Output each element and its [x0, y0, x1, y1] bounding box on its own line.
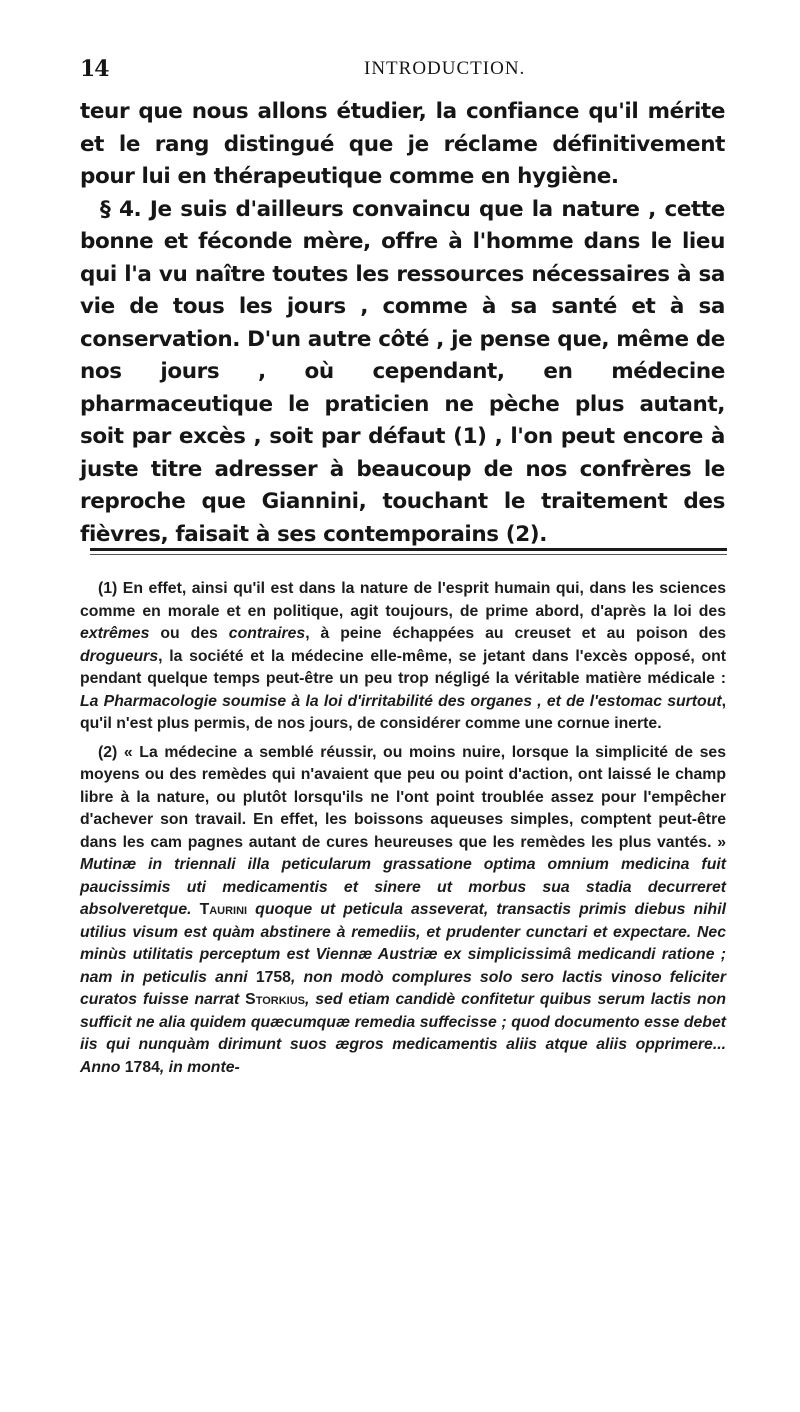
footnote-separator-thin: [90, 554, 727, 555]
running-header: [80, 56, 720, 82]
page-number: 14: [80, 56, 109, 82]
footnote-2: (2) « La médecine a semblé réussir, ou moins nuire, lorsque la simplicité de ses moyens ou des remèdes qui n'avaient que peu ou point d'action, ont laissé le champ libre à la nature, ou plutôt lorsqu'ils ne l'ont point troublée assez pour l'empêcher d'achever son travail. En effet, les boissons aqueuses simples, comptent peut-être dans les cam pagnes autant de cures heureuses que les remèdes les plus vantés. » Mutinæ in triennali illa peticularum grassatione optima omnium medicina fuit paucissimis uti medicamentis et sinere ut morbus sua stadia decurreret absolveretque. Taurini quoque ut peticula asseverat, transactis primis diebus nihil utilius visum est quàm abstinere à remediis, et prudenter cunctari et expectare. Nec minùs utilitatis perceptum est Viennæ Austriæ ex simplicissimâ medicandi ratione ; nam in peticulis anni 1758, non modò complures solo sero lactis vinoso feliciter curatos fuisse narrat Storkius, sed etiam candidè confitetur quibus serum lactis non sufficit ne alia quidem quæcumquæ remedia suffecisse ; quod documento esse debet iis qui nunquàm dirimunt suos ægros medicamentis aliis atque aliis opprimere... Anno 1784, in monte-: [80, 743, 726, 1076]
main-text: [80, 96, 725, 551]
footnote-1: (1) En effet, ainsi qu'il est dans la nature de l'esprit humain qui, dans les sciences comme en morale et en politique, agit toujours, de prime abord, d'après la loi des extrêmes ou des contraires, à peine échappées au creuset et au poison des drogueurs, la société et la médecine elle-même, se jetant dans l'excès opposé, ont pendant quelque temps peut-être un peu trop négligé la véritable matière médicale : La Pharmacologie soumise à la loi d'irritabilité des organes , et de l'estomac surtout, qu'il n'est plus permis, de nos jours, de considérer comme une cornue inerte.: [80, 580, 727, 732]
paragraph-section-4: § 4. Je suis d'ailleurs convaincu que la nature , cette bonne et féconde mère, offre à l'homme dans le lieu qui l'a vu naître toutes les ressources nécessaires à sa vie de tous les jours , comme à sa santé et à sa conservation. D'un autre côté , je pense que, même de nos jours , où cependant, en médecine pharmaceutique le praticien ne pèche plus autant, soit par excès , soit par défaut (1) , l'on peut encore à juste titre adresser à beaucoup de nos confrères le reproche que Giannini, touchant le traitement des fièvres, faisait à ses contemporains (2).: [80, 196, 725, 547]
footnotes: [80, 578, 726, 1085]
footnote-separator: [90, 548, 727, 551]
running-title: INTRODUCTION.: [364, 58, 526, 79]
paragraph-continuation: teur que nous allons étudier, la confiance qu'il mérite et le rang distingué que je réclame définitivement pour lui en thérapeutique comme en hygiène.: [80, 99, 725, 189]
